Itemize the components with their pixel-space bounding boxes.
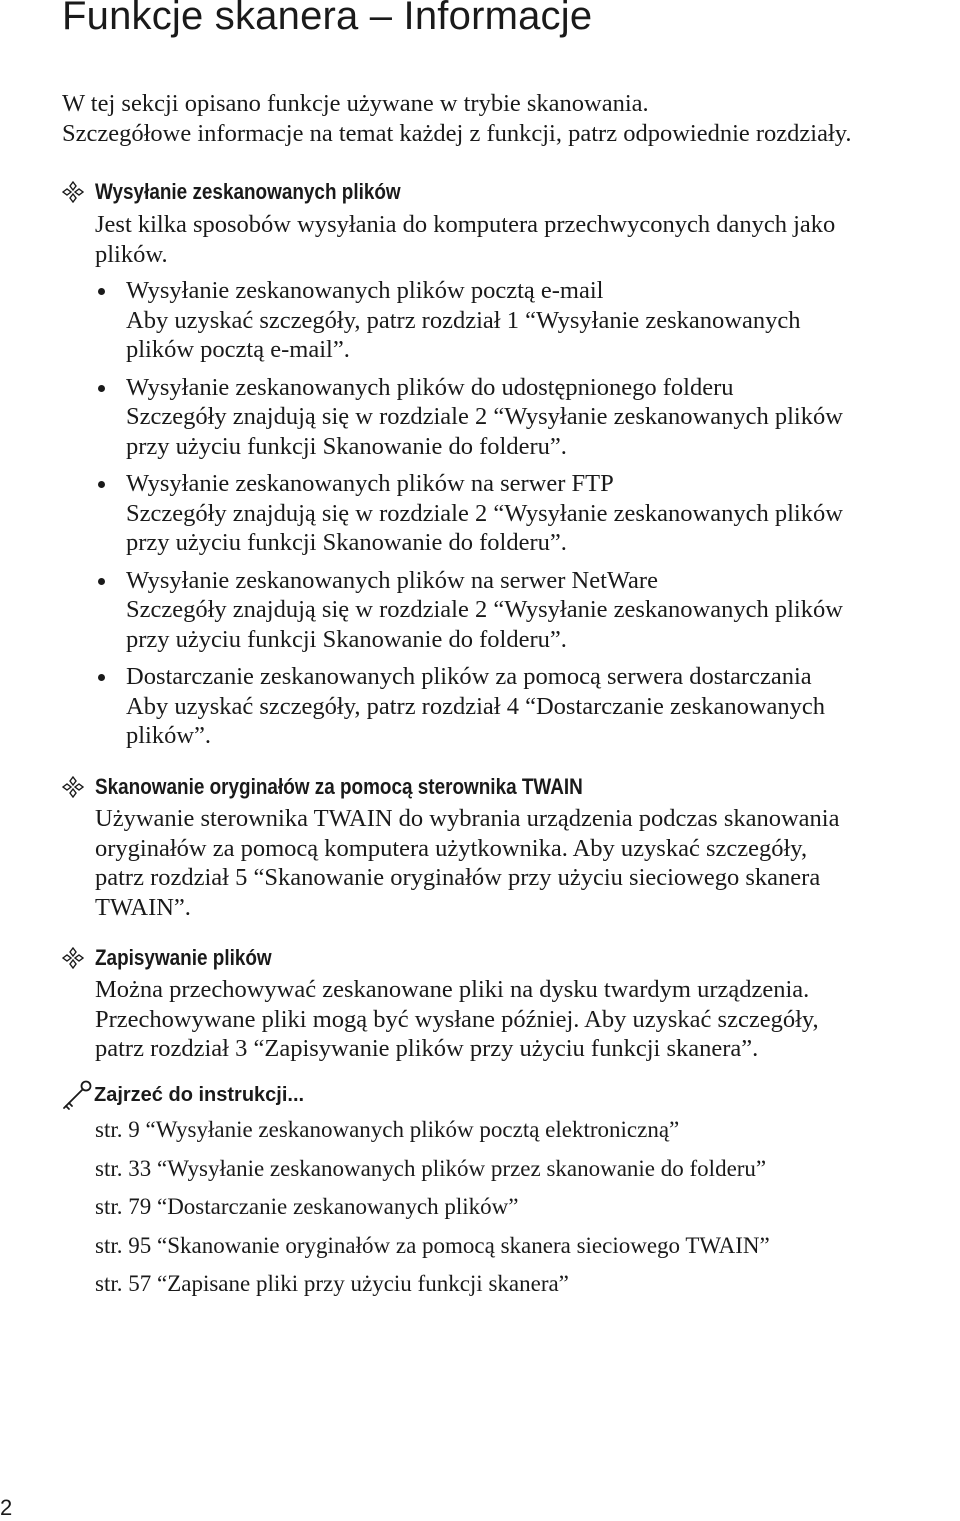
list-item-line: plików pocztą e-mail”. bbox=[126, 336, 350, 363]
list-item bbox=[95, 373, 843, 462]
reference-title: Zajrzeć do instrukcji... bbox=[94, 1083, 305, 1106]
bullet-icon bbox=[98, 288, 105, 295]
body-line: Można przechowywać zeskanowane pliki na dysku twardym urządzenia. bbox=[95, 976, 810, 1003]
list-item-line: Szczegóły znajdują się w rozdziale 2 “Wysyłanie zeskanowanych plików bbox=[126, 596, 843, 623]
diamond-cluster-icon bbox=[62, 776, 84, 798]
list-item-line: Aby uzyskać szczegóły, patrz rozdział 1 “Wysyłanie zeskanowanych bbox=[126, 306, 801, 334]
list-item bbox=[95, 566, 843, 655]
section-title: Skanowanie oryginałów za pomocą sterownika TWAIN bbox=[95, 774, 583, 799]
diamond-cluster-icon bbox=[62, 181, 84, 203]
bullet-icon bbox=[98, 481, 105, 488]
diamond-cluster-icon bbox=[62, 947, 84, 969]
list-item bbox=[95, 276, 843, 365]
list-item-line: Aby uzyskać szczegóły, patrz rozdział 4 “Dostarczanie zeskanowanych bbox=[126, 692, 826, 720]
body-line: Używanie sterownika TWAIN do wybrania urządzenia podczas skanowania bbox=[95, 805, 840, 832]
list-item-title: Wysyłanie zeskanowanych plików na serwer NetWare bbox=[126, 566, 658, 594]
section-heading-sending bbox=[62, 177, 450, 207]
body-line: TWAIN”. bbox=[95, 893, 191, 921]
intro-line: W tej sekcji opisano funkcje używane w trybie skanowania. bbox=[62, 90, 649, 117]
reference-heading bbox=[60, 1077, 304, 1113]
reference-link[interactable]: str. 33 “Wysyłanie zeskanowanych plików przez skanowanie do folderu” bbox=[95, 1155, 767, 1181]
list-item-title: Dostarczanie zeskanowanych plików za pomocą serwera dostarczania bbox=[126, 663, 812, 690]
section-body-sending bbox=[95, 210, 835, 269]
list-item-line: plików”. bbox=[126, 722, 212, 749]
section-heading-twain bbox=[62, 772, 662, 802]
list-item-line: przy użyciu funkcji Skanowanie do folderu”. bbox=[126, 529, 567, 556]
reference-link[interactable]: str. 79 “Dostarczanie zeskanowanych plików” bbox=[95, 1194, 519, 1219]
section-body-storing bbox=[95, 975, 819, 1064]
reference-link[interactable]: str. 57 “Zapisane pliki przy użyciu funkcji skanera” bbox=[95, 1271, 569, 1296]
list-item bbox=[95, 469, 843, 558]
intro-line: Szczegółowe informacje na temat każdej z funkcji, patrz odpowiednie rozdziały. bbox=[62, 119, 852, 147]
page-number: 2 bbox=[0, 1495, 13, 1520]
page-title: Funkcje skanera – Informacje bbox=[62, 0, 593, 38]
reference-list bbox=[95, 1115, 770, 1308]
body-line: plików. bbox=[95, 240, 168, 268]
list-item-line: przy użyciu funkcji Skanowanie do folderu”. bbox=[126, 432, 567, 460]
list-item-title: Wysyłanie zeskanowanych plików na serwer FTP bbox=[126, 470, 614, 497]
body-line: Przechowywane pliki mogą być wysłane później. Aby uzyskać szczegóły, bbox=[95, 1005, 819, 1033]
list-item-line: Szczegóły znajdują się w rozdziale 2 “Wysyłanie zeskanowanych plików bbox=[126, 403, 843, 430]
sending-methods-list bbox=[95, 276, 843, 759]
reference-link[interactable]: str. 9 “Wysyłanie zeskanowanych plików pocztą elektroniczną” bbox=[95, 1117, 680, 1142]
bullet-icon bbox=[98, 578, 105, 585]
body-line: Jest kilka sposobów wysyłania do komputera przechwyconych danych jako bbox=[95, 211, 836, 238]
body-line: oryginałów za pomocą komputera użytkownika. Aby uzyskać szczegóły, bbox=[95, 834, 808, 862]
body-line: patrz rozdział 3 “Zapisywanie plików przy użyciu funkcji skanera”. bbox=[95, 1035, 759, 1062]
list-item bbox=[95, 662, 843, 751]
reference-link[interactable]: str. 95 “Skanowanie oryginałów za pomocą skanera sieciowego TWAIN” bbox=[95, 1232, 770, 1258]
list-item-title: Wysyłanie zeskanowanych plików do udostępnionego folderu bbox=[126, 373, 734, 401]
key-icon bbox=[60, 1078, 94, 1112]
intro bbox=[62, 89, 852, 148]
section-title: Wysyłanie zeskanowanych plików bbox=[95, 179, 401, 204]
list-item-line: Szczegóły znajdują się w rozdziale 2 “Wysyłanie zeskanowanych plików bbox=[126, 499, 843, 527]
section-body-twain bbox=[95, 804, 839, 922]
list-item-title: Wysyłanie zeskanowanych plików pocztą e-mail bbox=[126, 277, 604, 304]
section-heading-storing bbox=[62, 943, 300, 973]
bullet-icon bbox=[98, 385, 105, 392]
bullet-icon bbox=[98, 674, 105, 681]
body-line: patrz rozdział 5 “Skanowanie oryginałów przy użyciu sieciowego skanera bbox=[95, 864, 821, 891]
section-title: Zapisywanie plików bbox=[95, 945, 272, 970]
list-item-line: przy użyciu funkcji Skanowanie do folderu”. bbox=[126, 625, 567, 653]
